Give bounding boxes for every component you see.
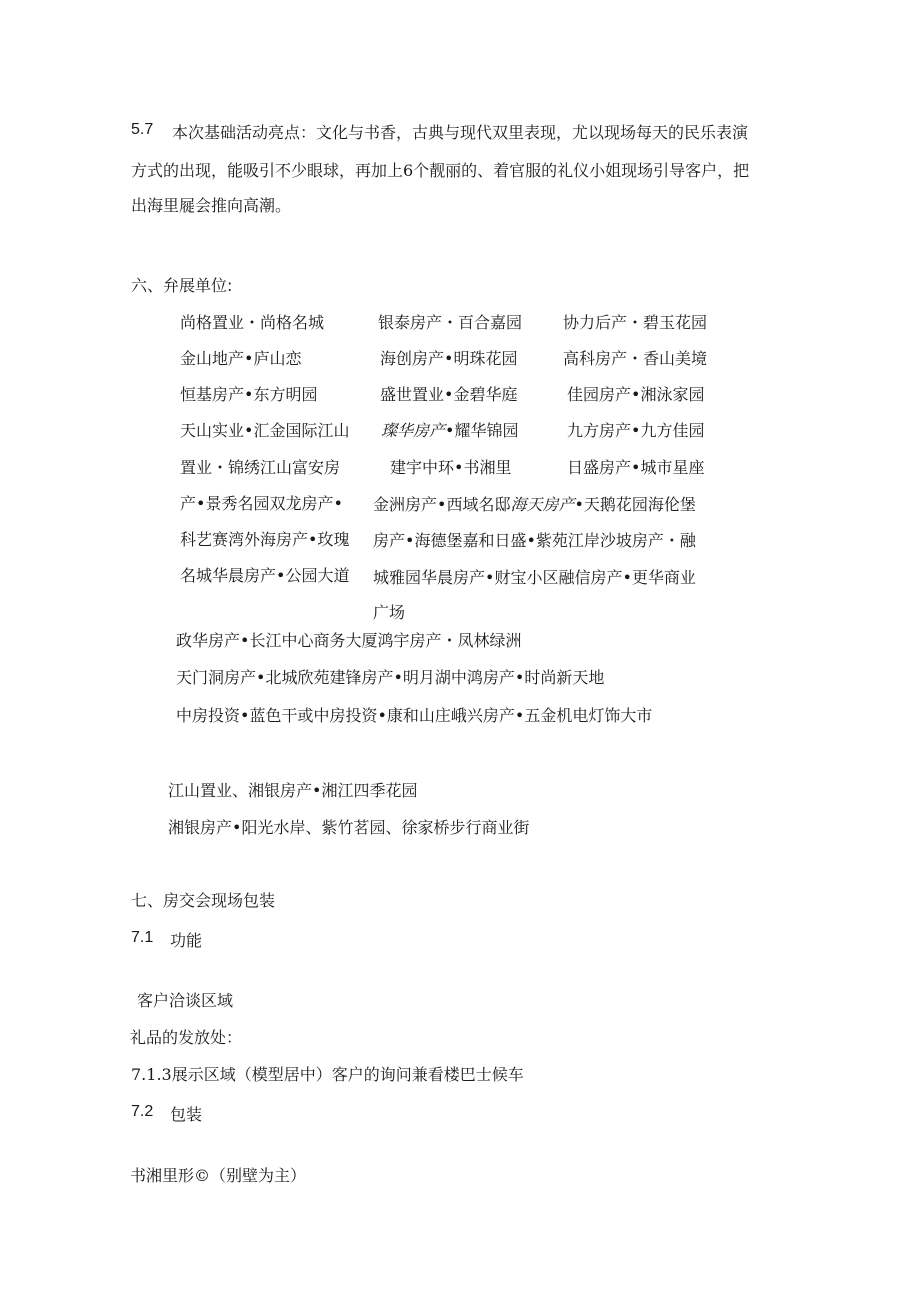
exhibitor-item: 佳园房产•湘泳家园 [567, 385, 705, 404]
style-line: 书湘里形©（别壁为主） [130, 1166, 307, 1185]
exhibitor-item: 日盛房产•城市星座 [567, 458, 705, 477]
paragraph-segment-italic: 海天房产 [510, 495, 575, 514]
section-6-heading: 六、弁展单位: [131, 276, 233, 295]
exhibitor-item: 银泰房产・百合嘉园 [378, 313, 523, 332]
item-7-2-label: 包装 [170, 1105, 203, 1124]
exhibitor-item: 科艺赛湾外海房产•玫瑰 [180, 530, 350, 549]
item-7-1-label: 功能 [170, 931, 203, 950]
exhibitor-item: 尚格置业・尚格名城 [180, 313, 325, 332]
paragraph-line-1 [373, 492, 696, 515]
section-5-7-line-2: 方式的出现，能吸引不少眼球，再加上6个靓丽的、着官服的礼仪小姐现场引导客户，把 [131, 161, 750, 180]
item-7-1-3-line: 7.1.3展示区域（模型居中）客户的询问兼看楼巴士候车 [131, 1065, 524, 1084]
exhibitor-item: 天山实业•汇金国际江山 [180, 421, 350, 440]
exhibitor-item: 建宇中环•书湘里 [390, 458, 512, 477]
exhibitor-item: 协力后产・碧玉花园 [563, 313, 708, 332]
exhibitor-wide-line: 中房投资•蓝色干或中房投资•康和山庄峨兴房产•五金机电灯饰大市 [176, 706, 653, 725]
exhibitor-extra-line: 湘银房产•阳光水岸、紫竹茗园、徐家桥步行商业街 [168, 818, 530, 837]
gift-area-label: 礼品的发放处： [130, 1028, 243, 1047]
exhibitor-item-italic: 璨华房产 [381, 421, 446, 440]
exhibitor-item: 海创房产•明珠花园 [380, 349, 518, 368]
exhibitor-item: 名城华晨房产•公园大道 [180, 566, 350, 585]
exhibitor-wide-line: 政华房产•长江中心商务大厦鸿宇房产・凤林绿洲 [176, 631, 522, 650]
paragraph-line-2: 房产•海德堡嘉和日盛•紫苑江岸沙坡房产・融 [373, 531, 696, 550]
exhibitor-item: 高科房产・香山美境 [563, 349, 708, 368]
paragraph-segment: 金洲房产•西域名邸 [373, 495, 511, 514]
section-7-heading: 七、房交会现场包装 [131, 891, 276, 910]
exhibitor-extra-line: 江山置业、湘银房产•湘江四季花园 [168, 781, 418, 800]
item-7-1-number: 7.1 [131, 929, 154, 946]
exhibitor-item: 置业・锦绣江山富安房 [180, 458, 341, 477]
paragraph-line-4: 广场 [373, 603, 406, 622]
customer-area-label: 客户洽谈区域 [137, 991, 234, 1010]
paragraph-segment: •天鹅花园海伦堡 [574, 495, 696, 514]
exhibitor-item-rest: •耀华锦园 [445, 421, 519, 440]
exhibitor-item [381, 418, 518, 441]
section-5-7-number: 5.7 [131, 121, 154, 138]
exhibitor-item: 盛世置业•金碧华庭 [380, 385, 518, 404]
exhibitor-item: 金山地产•庐山恋 [180, 349, 302, 368]
section-5-7-line-3: 出海里屣会推向高潮。 [131, 196, 292, 215]
paragraph-line-3: 城雅园华晨房产•财宝小区融信房产•更华商业 [373, 568, 696, 587]
exhibitor-item: 恒基房产•东方明园 [180, 385, 318, 404]
exhibitor-wide-line: 天门洞房产•北城欣苑建锋房产•明月湖中鸿房产•时尚新天地 [176, 668, 605, 687]
exhibitor-item: 九方房产•九方佳园 [567, 421, 705, 440]
item-7-2-number: 7.2 [131, 1103, 154, 1120]
exhibitor-item: 产•景秀名园双龙房产• [180, 494, 343, 513]
section-5-7-line-1: 本次基础活动亮点：文化与书香，古典与现代双里表现，尤以现场每天的民乐表演 [172, 123, 749, 142]
